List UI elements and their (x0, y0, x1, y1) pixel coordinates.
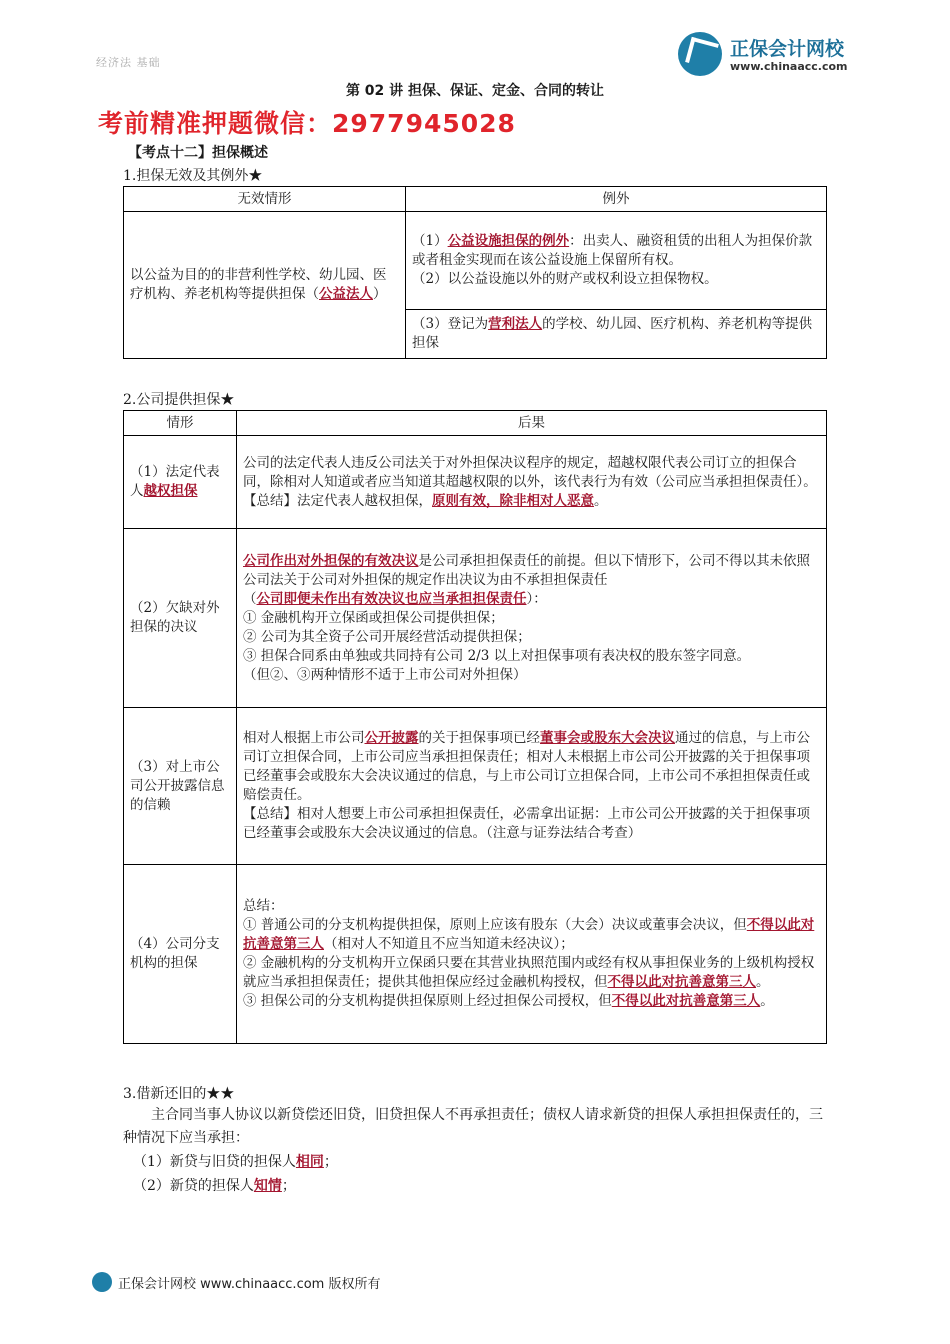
invalid-cell: 以公益为目的的非营利性学校、幼儿园、医疗机构、养老机构等提供担保（公益法人） (124, 212, 406, 359)
col-exception: 例外 (406, 187, 827, 212)
row2-case: （2）欠缺对外担保的决议 (124, 529, 237, 708)
row2-result: 公司作出对外担保的有效决议是公司承担担保责任的前提。但以下情形下，公司不得以其未依照公司法关于公司对外担保的规定作出决议为由不承担担保责任 （公司即便未作出有效决议也应当承担担保责任）： ① 金融机构开立保函或担保公司提供担保； ② 公司为其全资子公司开展经营活动提供担保； ③ 担保合同系由单独或共同持有公司 2/3 以上对担保事项有表决权的股东签字同意。 （但②、③两种情形不适于上市公司对外担保） (237, 529, 827, 708)
row1-result: 公司的法定代表人违反公司法关于对外担保决议程序的规定，超越权限代表公司订立的担保合同，除相对人知道或者应当知道其超越权限的以外，该代表行为有效（公司应当承担担保责任）。 【总结】法定代表人越权担保，原则有效，除非相对人恶意。 (237, 436, 827, 529)
exception-cell-2: （3）登记为营利法人的学校、幼儿园、医疗机构、养老机构等提供担保 (406, 309, 827, 358)
row3-case: （3）对上市公司公开披露信息的信赖 (124, 708, 237, 865)
lecture-title: 第 02 讲 担保、保证、定金、合同的转让 (345, 83, 605, 99)
section3-item2: （2）新贷的担保人知情； (133, 1178, 296, 1194)
section2-heading: 2.公司提供担保★ (123, 392, 235, 408)
section3-item1: （1）新贷与旧贷的担保人相同； (133, 1154, 338, 1170)
section3-heading: 3.借新还旧的★★ (123, 1086, 235, 1102)
page-footer (92, 1270, 492, 1294)
invalid-guarantee-table (123, 186, 827, 359)
logo-name: 正保会计网校 (730, 38, 845, 60)
company-guarantee-table (123, 410, 827, 1044)
running-header: 经济法 基础 (96, 56, 161, 69)
row4-case: （4）公司分支机构的担保 (124, 865, 237, 1044)
footer-logo-icon (92, 1272, 112, 1292)
row3-result: 相对人根据上市公司公开披露的关于担保事项已经董事会或股东大会决议通过的信息，与上市公司订立担保合同，上市公司应当承担担保责任；相对人未根据上市公司公开披露的关于担保事项已经董事会或股东大会决议通过的信息，与上市公司订立担保合同，上市公司不承担担保责任或赔偿责任。 【总结】相对人想要上市公司承担担保责任，必需拿出证据：上市公司公开披露的关于担保事项已经董事会或股东大会决议通过的信息。（注意与证券法结合考查） (237, 708, 827, 865)
row4-result: 总结： ① 普通公司的分支机构提供担保，原则上应该有股东（大会）决议或董事会决议，但不得以此对抗善意第三人（相对人不知道且不应当知道未经决议）； ② 金融机构的分支机构开立保函只要在其营业执照范围内或经有权从事担保业务的上级机构授权就应当承担担保责任；提供其他担保应经过金融机构授权，但不得以此对抗善意第三人。 ③ 担保公司的分支机构提供担保原则上经过担保公司授权，但不得以此对抗善意第三人。 (237, 865, 827, 1044)
exception-cell-1: （1）公益设施担保的例外：出卖人、融资租赁的出租人为担保价款或者租金实现而在该公益设施上保留所有权。 （2）以公益设施以外的财产或权利设立担保物权。 (406, 212, 827, 310)
school-logo[interactable] (678, 32, 878, 80)
footer-text: 正保会计网校 www.chinaacc.com 版权所有 (118, 1277, 381, 1292)
section3-intro: 主合同当事人协议以新贷偿还旧贷，旧贷担保人不再承担责任；债权人请求新贷的担保人承担担保责任的，三种情况下应当承担： (123, 1107, 823, 1146)
logo-url: www.chinaacc.com (730, 60, 848, 73)
logo-icon (678, 32, 722, 76)
col-invalid: 无效情形 (124, 187, 406, 212)
col-case: 情形 (124, 411, 237, 436)
col-result: 后果 (237, 411, 827, 436)
section1-heading: 1.担保无效及其例外★ (123, 168, 263, 184)
point-title: 【考点十二】担保概述 (128, 145, 268, 161)
promo-text: 考前精准押题微信：2977945028 (98, 109, 516, 138)
row1-case: （1）法定代表人越权担保 (124, 436, 237, 529)
